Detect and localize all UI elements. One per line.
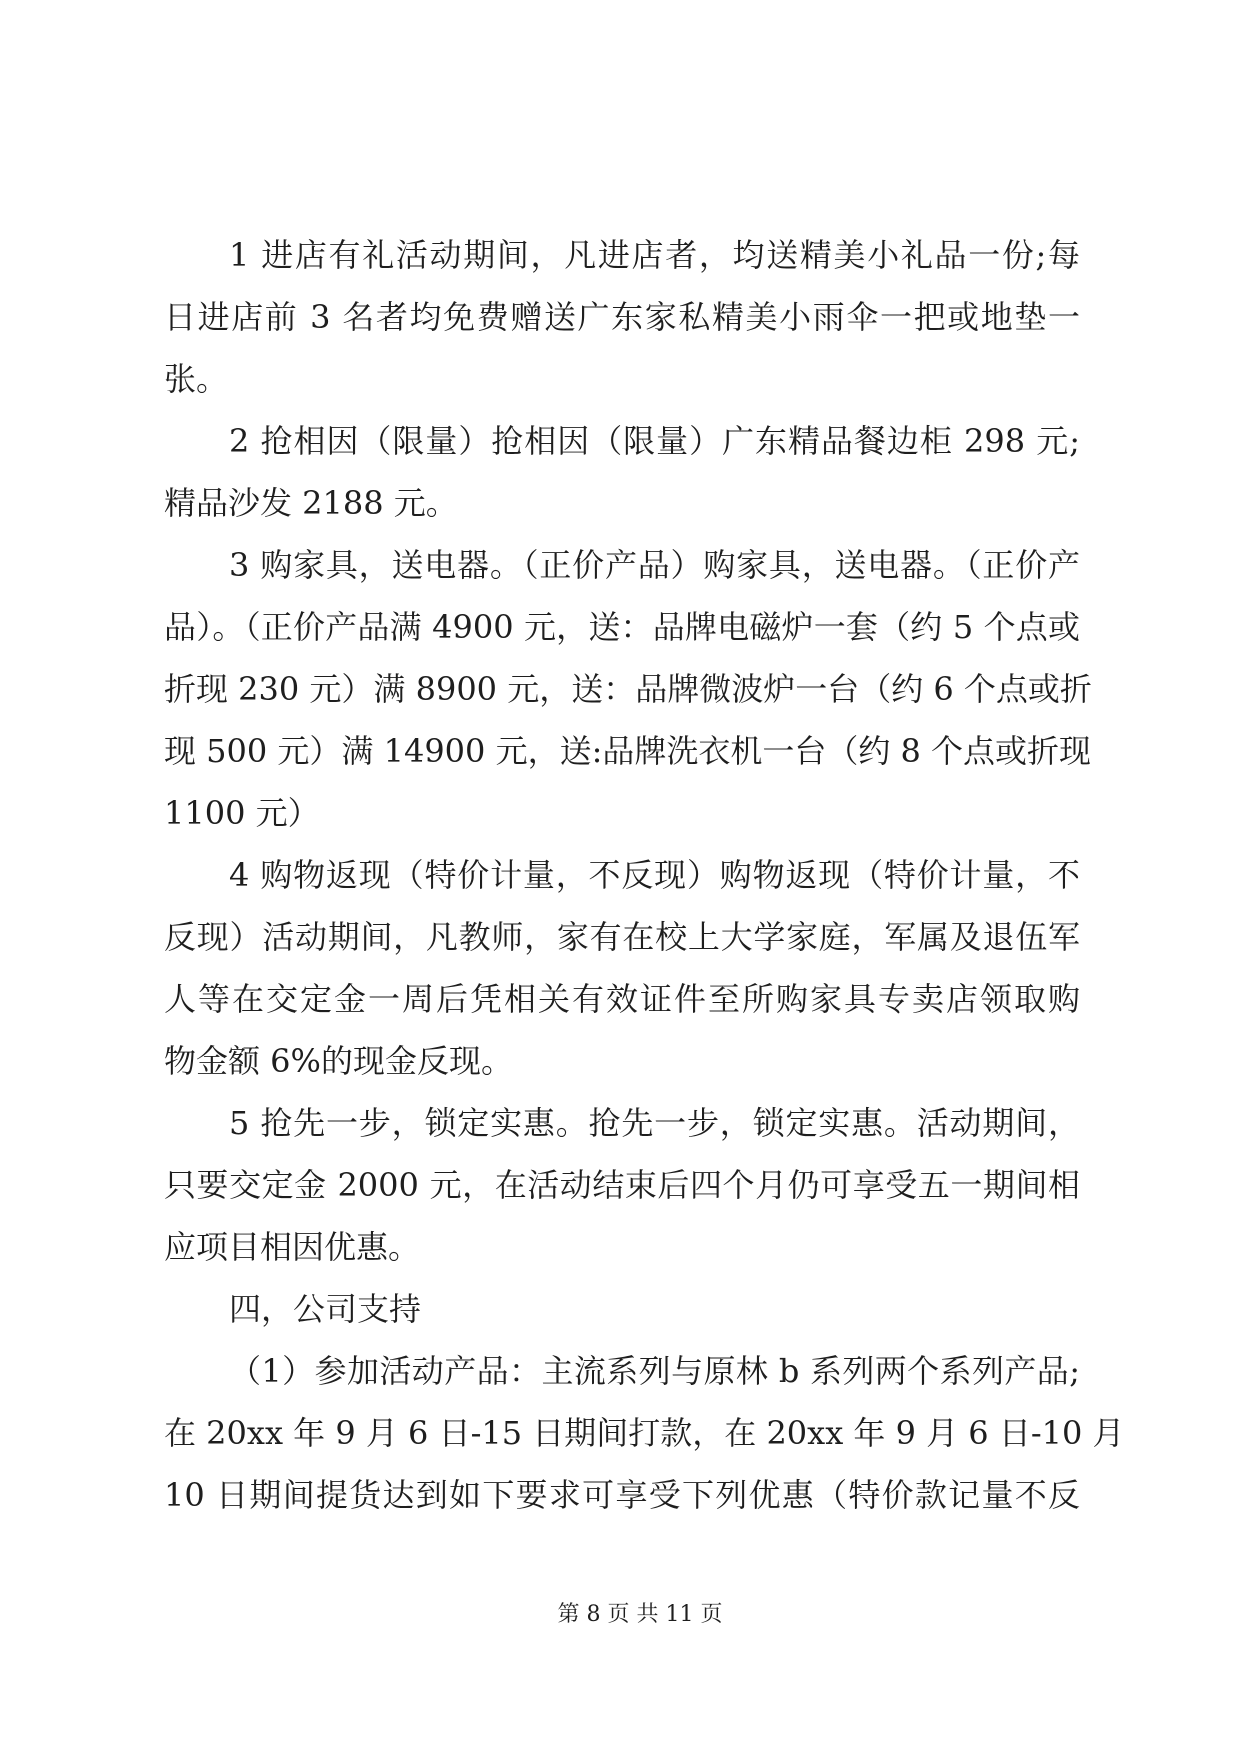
text-line: 现 500 元）满 14900 元，送:品牌洗衣机一台（约 8 个点或折现 — [164, 732, 1092, 770]
paragraph — [164, 844, 1080, 1092]
paragraph — [164, 224, 1080, 410]
paragraph — [164, 1092, 1080, 1278]
page-number-footer: 第 8 页 共 11 页 — [557, 1602, 723, 1627]
text-line: 四，公司支持 — [229, 1290, 422, 1328]
text-line: 张。 — [164, 360, 229, 398]
text-line: 日进店前 3 名者均免费赠送广东家私精美小雨伞一把或地垫一 — [164, 298, 1080, 336]
text-line: 反现）活动期间，凡教师，家有在校上大学家庭，军属及退伍军 — [164, 918, 1080, 956]
text-line: （1）参加活动产品：主流系列与原林 b 系列两个系列产品; — [229, 1352, 1080, 1390]
text-line: 3 购家具，送电器。（正价产品）购家具，送电器。（正价产 — [229, 546, 1080, 584]
text-line: 应项目相因优惠。 — [164, 1228, 421, 1266]
text-line: 物金额 6%的现金反现。 — [164, 1042, 513, 1080]
section-heading — [164, 1278, 1080, 1340]
paragraph — [164, 1340, 1125, 1526]
document-body — [164, 224, 1125, 1526]
paragraph — [164, 534, 1092, 844]
text-line: 折现 230 元）满 8900 元，送：品牌微波炉一台（约 6 个点或折 — [164, 670, 1092, 708]
text-line: 2 抢相因（限量）抢相因（限量）广东精品餐边柜 298 元; — [229, 422, 1080, 460]
text-line: 只要交定金 2000 元，在活动结束后四个月仍可享受五一期间相 — [164, 1166, 1080, 1204]
text-line: 在 20xx 年 9 月 6 日-15 日期间打款，在 20xx 年 9 月 6 日-10 月 — [164, 1414, 1125, 1452]
paragraph — [164, 410, 1080, 534]
text-line: 1 进店有礼活动期间，凡进店者，均送精美小礼品一份;每 — [229, 236, 1080, 274]
text-line: 精品沙发 2188 元。 — [164, 484, 458, 522]
text-line: 5 抢先一步，锁定实惠。抢先一步，锁定实惠。活动期间， — [229, 1104, 1080, 1142]
text-line: 1100 元） — [164, 794, 320, 832]
text-line: 4 购物返现（特价计量，不反现）购物返现（特价计量，不 — [229, 856, 1080, 894]
text-line: 品）。（正价产品满 4900 元，送：品牌电磁炉一套（约 5 个点或 — [164, 608, 1080, 646]
text-line: 人等在交定金一周后凭相关有效证件至所购家具专卖店领取购 — [164, 980, 1080, 1018]
text-line: 10 日期间提货达到如下要求可享受下列优惠（特价款记量不反 — [164, 1476, 1080, 1514]
